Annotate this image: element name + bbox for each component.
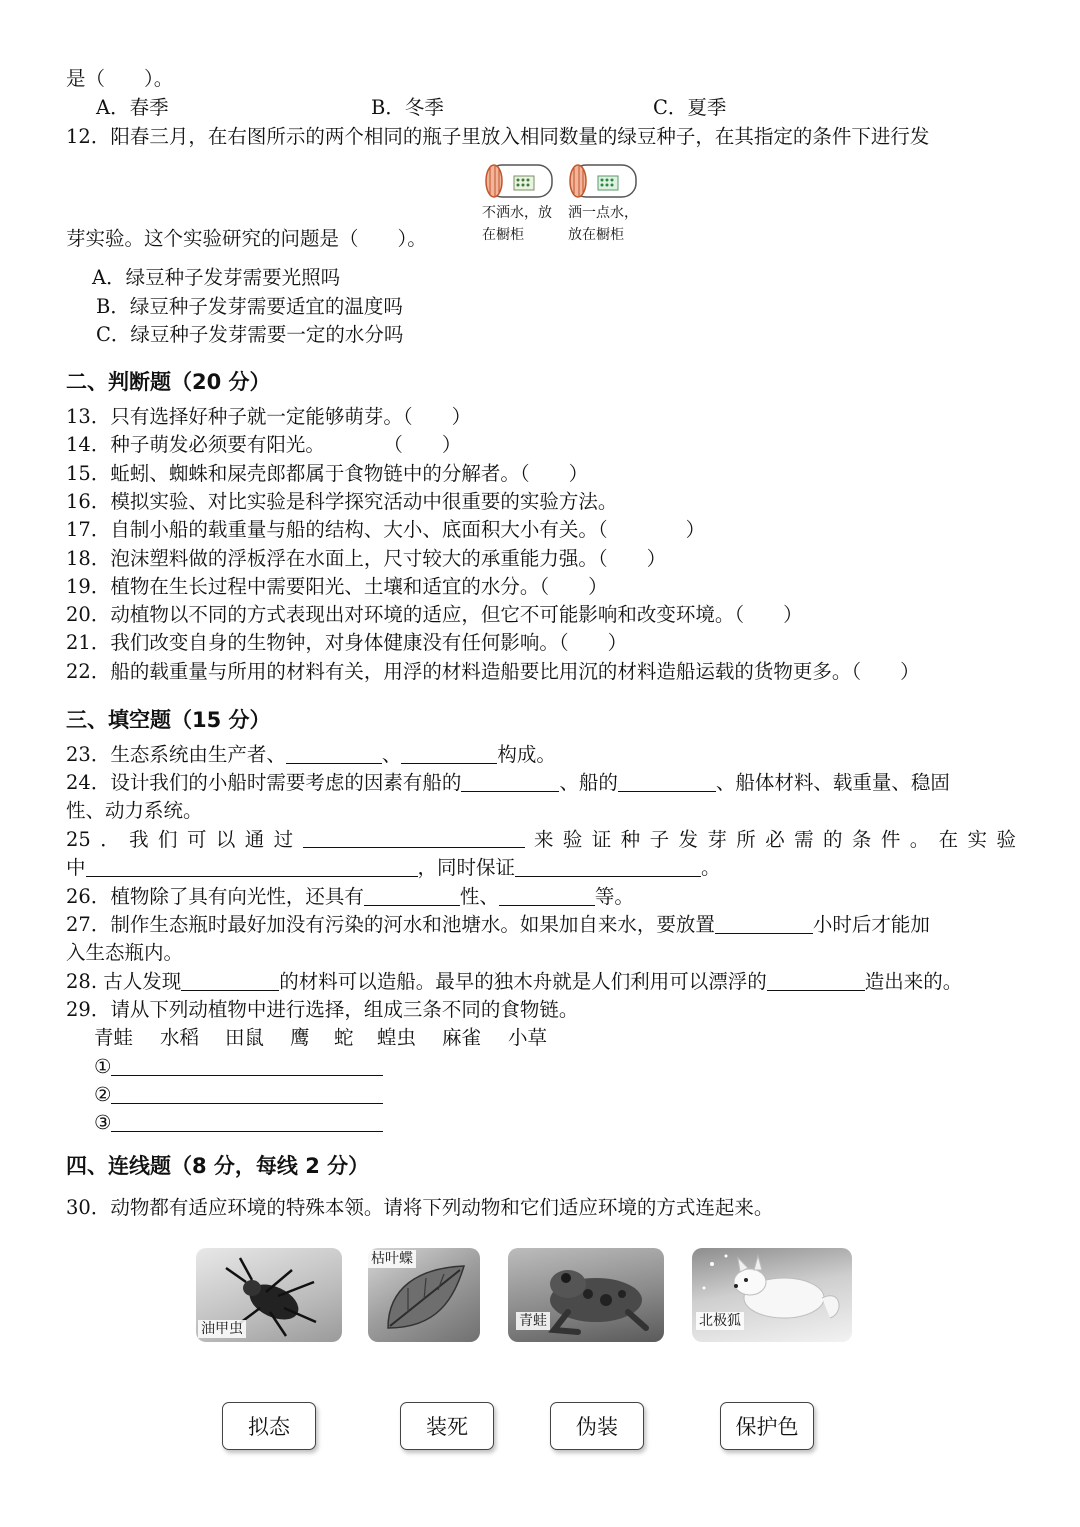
wet-bottle-image [566, 162, 640, 200]
answer-blank[interactable] [715, 913, 813, 934]
food-chain-2: ② [94, 1082, 1044, 1108]
answer-blank[interactable] [499, 885, 595, 906]
q11-option-a: A．春季 [96, 96, 169, 119]
q12-option-a: A．绿豆种子发芽需要光照吗 [92, 266, 341, 289]
word-snake: 蛇 [334, 1026, 354, 1049]
dry-bottle-caption: 不洒水，放 在橱柜 [482, 205, 552, 243]
answer-blank[interactable] [286, 743, 382, 764]
arctic-fox-photo[interactable] [692, 1248, 852, 1342]
answer-blank[interactable] [111, 1055, 383, 1076]
answer-blank[interactable] [618, 771, 716, 792]
word-locust: 蝗虫 [377, 1026, 417, 1049]
food-chain-1: ① [94, 1054, 1044, 1080]
word-grass: 小草 [508, 1026, 548, 1049]
q25-line1: 25 ． 我 们 可 以 通 过 来 验 证 种 子 发 芽 所 必 需 的 条 件 。 在 实 验 [66, 828, 1016, 851]
answer-blank[interactable] [767, 970, 865, 991]
q12-option-b: B．绿豆种子发芽需要适宜的温度吗 [96, 295, 403, 318]
section-title-fill-in: 三、填空题（15 分） [66, 708, 271, 732]
q24-line2: 性、动力系统。 [66, 799, 203, 822]
q12-option-c: C．绿豆种子发芽需要一定的水分吗 [96, 323, 404, 346]
judgement-item: 18．泡沫塑料做的浮板浮在水面上，尺寸较大的承重能力强。（ ） [66, 547, 667, 570]
section-title-judgement: 二、判断题（20 分） [66, 370, 271, 394]
word-eagle: 鹰 [290, 1026, 310, 1049]
word-sparrow: 麻雀 [442, 1026, 482, 1049]
q26: 26．植物除了具有向光性，还具有 性、 等。 [66, 885, 634, 908]
q30-text: 30．动物都有适应环境的特殊本领。请将下列动物和它们适应环境的方式连起来。 [66, 1196, 774, 1219]
judgement-item: 13．只有选择好种子就一定能够萌芽。（ ） [66, 405, 472, 428]
q25-line2: 中 ，同时保证 。 [66, 856, 721, 879]
animal-label: 枯叶蝶 [368, 1250, 416, 1268]
answer-blank[interactable] [401, 743, 497, 764]
word-field-mouse: 田鼠 [225, 1026, 265, 1049]
word-frog: 青蛙 [94, 1026, 134, 1049]
q12-line2: 芽实验。这个实验研究的问题是（ ）。 [66, 227, 427, 250]
leaf-butterfly-photo[interactable] [368, 1248, 480, 1342]
section-title-matching: 四、连线题（8 分，每线 2 分） [66, 1154, 370, 1178]
q11-option-b: B．冬季 [371, 96, 444, 119]
judgement-item: 21．我们改变自身的生物钟，对身体健康没有任何影响。（ ） [66, 631, 628, 654]
judgement-item: 14．种子萌发必须要有阳光。 （ ） [66, 433, 462, 456]
way-box-mimicry[interactable]: 拟态 [222, 1402, 316, 1450]
judgement-item: 20．动植物以不同的方式表现出对环境的适应，但它不可能影响和改变环境。（ ） [66, 603, 803, 626]
answer-blank[interactable] [111, 1111, 383, 1132]
q12-line1: 12．阳春三月，在右图所示的两个相同的瓶子里放入相同数量的绿豆种子，在其指定的条件下进行发 [66, 125, 930, 148]
oil-beetle-photo[interactable] [196, 1248, 342, 1342]
q28: 28. 古人发现 的材料可以造船。最早的独木舟就是人们利用可以漂浮的 造出来的。 [66, 970, 963, 993]
answer-blank[interactable] [303, 827, 525, 848]
way-box-protective-color[interactable]: 保护色 [720, 1402, 814, 1450]
word-rice: 水稻 [160, 1026, 200, 1049]
way-box-play-dead[interactable]: 装死 [400, 1402, 494, 1450]
q27-line1: 27．制作生态瓶时最好加没有污染的河水和池塘水。如果加自来水，要放置 小时后才能加 [66, 913, 930, 936]
animal-label: 油甲虫 [198, 1320, 246, 1338]
answer-blank[interactable] [111, 1083, 383, 1104]
q11-option-c: C．夏季 [653, 96, 727, 119]
answer-blank[interactable] [515, 856, 701, 877]
answer-blank[interactable] [181, 970, 279, 991]
answer-blank[interactable] [364, 885, 460, 906]
q27-line2: 入生态瓶内。 [66, 941, 184, 964]
food-chain-3: ③ [94, 1110, 1044, 1136]
judgement-item: 19．植物在生长过程中需要阳光、土壤和适宜的水分。（ ） [66, 575, 608, 598]
judgement-item: 15．蚯蚓、蜘蛛和屎壳郎都属于食物链中的分解者。（ ） [66, 462, 589, 485]
q23: 23．生态系统由生产者、 、 构成。 [66, 743, 556, 766]
animal-label: 青蛙 [516, 1312, 550, 1330]
answer-blank[interactable] [461, 771, 559, 792]
animal-label: 北极狐 [696, 1312, 744, 1330]
q29-text: 29．请从下列动植物中进行选择，组成三条不同的食物链。 [66, 998, 579, 1021]
q24-line1: 24．设计我们的小船时需要考虑的因素有船的 、船的 、船体材料、载重量、稳固 [66, 771, 950, 794]
judgement-item: 17．自制小船的载重量与船的结构、大小、底面积大小有关。（ ） [66, 518, 706, 541]
dry-bottle-image [482, 162, 556, 200]
answer-blank[interactable] [86, 856, 418, 877]
way-box-camouflage[interactable]: 伪装 [550, 1402, 644, 1450]
frog-photo[interactable] [508, 1248, 664, 1342]
q11-tail: 是（ ）。 [66, 67, 174, 90]
judgement-item: 16．模拟实验、对比实验是科学探究活动中很重要的实验方法。 [66, 490, 618, 513]
judgement-item: 22．船的载重量与所用的材料有关，用浮的材料造船要比用沉的材料造船运载的货物更多。（ ） [66, 660, 920, 683]
wet-bottle-caption: 洒一点水， 放在橱柜 [568, 205, 638, 243]
